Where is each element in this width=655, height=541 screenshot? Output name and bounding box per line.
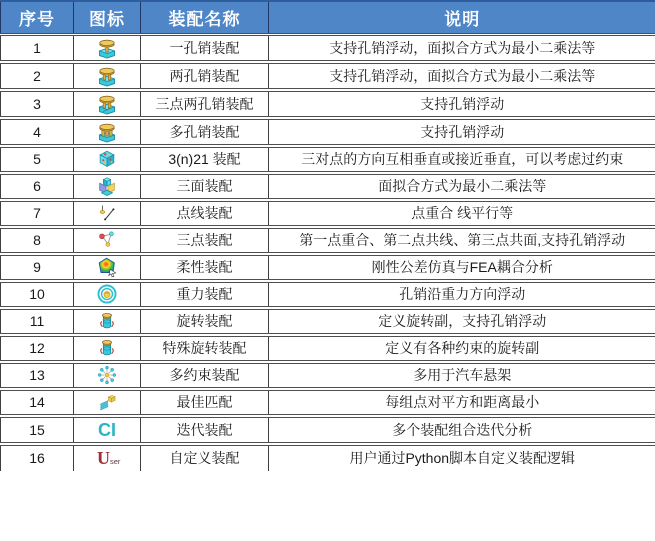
special-rotation-icon [76, 337, 138, 359]
row-icon-cell [74, 90, 141, 118]
assembly-name: 一孔销装配 [141, 34, 269, 62]
assembly-description: 第一点重合、第二点共线、第三点共面,支持孔销浮动 [269, 227, 655, 254]
assembly-name: 三点两孔销装配 [141, 90, 269, 118]
row-icon-cell [74, 34, 141, 62]
row-icon-cell [74, 146, 141, 173]
table-row [1, 200, 655, 227]
row-index: 10 [1, 281, 74, 308]
row-icon-cell [74, 389, 141, 416]
assembly-description: 点重合 线平行等 [269, 200, 655, 227]
assembly-description: 刚性公差仿真与FEA耦合分析 [269, 254, 655, 281]
row-icon-cell [74, 227, 141, 254]
table-header [1, 1, 655, 34]
row-icon-cell [74, 335, 141, 362]
assembly-name: 多约束装配 [141, 362, 269, 389]
three-point-icon [76, 229, 138, 251]
row-index: 15 [1, 416, 74, 444]
row-icon-cell [74, 173, 141, 200]
assembly-name: 自定义装配 [141, 444, 269, 471]
table-row [1, 118, 655, 146]
header-cell-icon: 图标 [74, 1, 141, 34]
one-hole-pin-icon [76, 36, 138, 60]
table-row [1, 254, 655, 281]
three-point-two-pin-icon [76, 92, 138, 116]
row-index: 1 [1, 34, 74, 62]
assembly-description: 支持孔销浮动，面拟合方式为最小二乘法等 [269, 34, 655, 62]
assembly-name: 旋转装配 [141, 308, 269, 335]
assembly-name: 两孔销装配 [141, 62, 269, 90]
assembly-name: 特殊旋转装配 [141, 335, 269, 362]
assembly-description: 孔销沿重力方向浮动 [269, 281, 655, 308]
row-icon-cell [74, 308, 141, 335]
svg-text:ser: ser [110, 457, 121, 466]
table-row [1, 146, 655, 173]
multi-hole-pin-icon [76, 120, 138, 144]
row-index: 2 [1, 62, 74, 90]
two-hole-pin-icon [76, 64, 138, 88]
row-icon-cell [74, 62, 141, 90]
assembly-description: 支持孔销浮动，面拟合方式为最小二乘法等 [269, 62, 655, 90]
svg-text:U: U [97, 448, 110, 468]
row-index: 8 [1, 227, 74, 254]
assembly-name: 多孔销装配 [141, 118, 269, 146]
assembly-name: 迭代装配 [141, 416, 269, 444]
row-icon-cell [74, 200, 141, 227]
row-icon-cell [74, 416, 141, 444]
ci-text-icon [76, 418, 138, 442]
assembly-description: 三对点的方向互相垂直或接近垂直，可以考虑过约束 [269, 146, 655, 173]
table-row [1, 416, 655, 444]
assembly-description: 多用于汽车悬架 [269, 362, 655, 389]
assembly-description: 定义有各种约束的旋转副 [269, 335, 655, 362]
row-index: 12 [1, 335, 74, 362]
table-row [1, 335, 655, 362]
table-row [1, 173, 655, 200]
point-line-icon [76, 202, 138, 224]
table-row [1, 62, 655, 90]
row-icon-cell [74, 281, 141, 308]
assembly-table-body [1, 34, 655, 471]
row-index: 5 [1, 146, 74, 173]
svg-text:CI: CI [98, 419, 116, 440]
row-index: 14 [1, 389, 74, 416]
row-index: 13 [1, 362, 74, 389]
assembly-name: 三面装配 [141, 173, 269, 200]
row-icon-cell [74, 118, 141, 146]
row-index: 4 [1, 118, 74, 146]
assembly-name: 点线装配 [141, 200, 269, 227]
row-index: 3 [1, 90, 74, 118]
row-index: 6 [1, 173, 74, 200]
three-face-cube-icon [76, 175, 138, 197]
assembly-name: 重力装配 [141, 281, 269, 308]
multi-constraint-star-icon [76, 364, 138, 386]
best-fit-stack-icon [76, 391, 138, 413]
header-cell-index: 序号 [1, 1, 74, 34]
assembly-name: 三点装配 [141, 227, 269, 254]
row-icon-cell [74, 444, 141, 471]
row-icon-cell [74, 254, 141, 281]
assembly-description: 支持孔销浮动 [269, 118, 655, 146]
assembly-name: 柔性装配 [141, 254, 269, 281]
assembly-description: 多个装配组合迭代分析 [269, 416, 655, 444]
gravity-target-icon [76, 283, 138, 305]
assembly-description: 用户通过Python脚本自定义装配逻辑 [269, 444, 655, 471]
header-cell-description: 说明 [269, 1, 655, 34]
row-index: 9 [1, 254, 74, 281]
assembly-name: 最佳匹配 [141, 389, 269, 416]
row-index: 11 [1, 308, 74, 335]
assembly-name: 3(n)21 装配 [141, 146, 269, 173]
table-row [1, 34, 655, 62]
table-row [1, 281, 655, 308]
rotation-cylinder-icon [76, 310, 138, 332]
row-icon-cell [74, 362, 141, 389]
user-text-icon [76, 446, 138, 470]
table-row [1, 90, 655, 118]
assembly-description: 支持孔销浮动 [269, 90, 655, 118]
row-index: 7 [1, 200, 74, 227]
table-row [1, 308, 655, 335]
table-row [1, 444, 655, 471]
table-row [1, 227, 655, 254]
assembly-description: 每组点对平方和距离最小 [269, 389, 655, 416]
assembly-description: 面拟合方式为最小二乘法等 [269, 173, 655, 200]
flexible-fea-icon [76, 256, 138, 278]
assembly-description: 定义旋转副，支持孔销浮动 [269, 308, 655, 335]
dice-icon [76, 148, 138, 170]
table-row [1, 362, 655, 389]
header-cell-name: 装配名称 [141, 1, 269, 34]
row-index: 16 [1, 444, 74, 471]
table-row [1, 389, 655, 416]
